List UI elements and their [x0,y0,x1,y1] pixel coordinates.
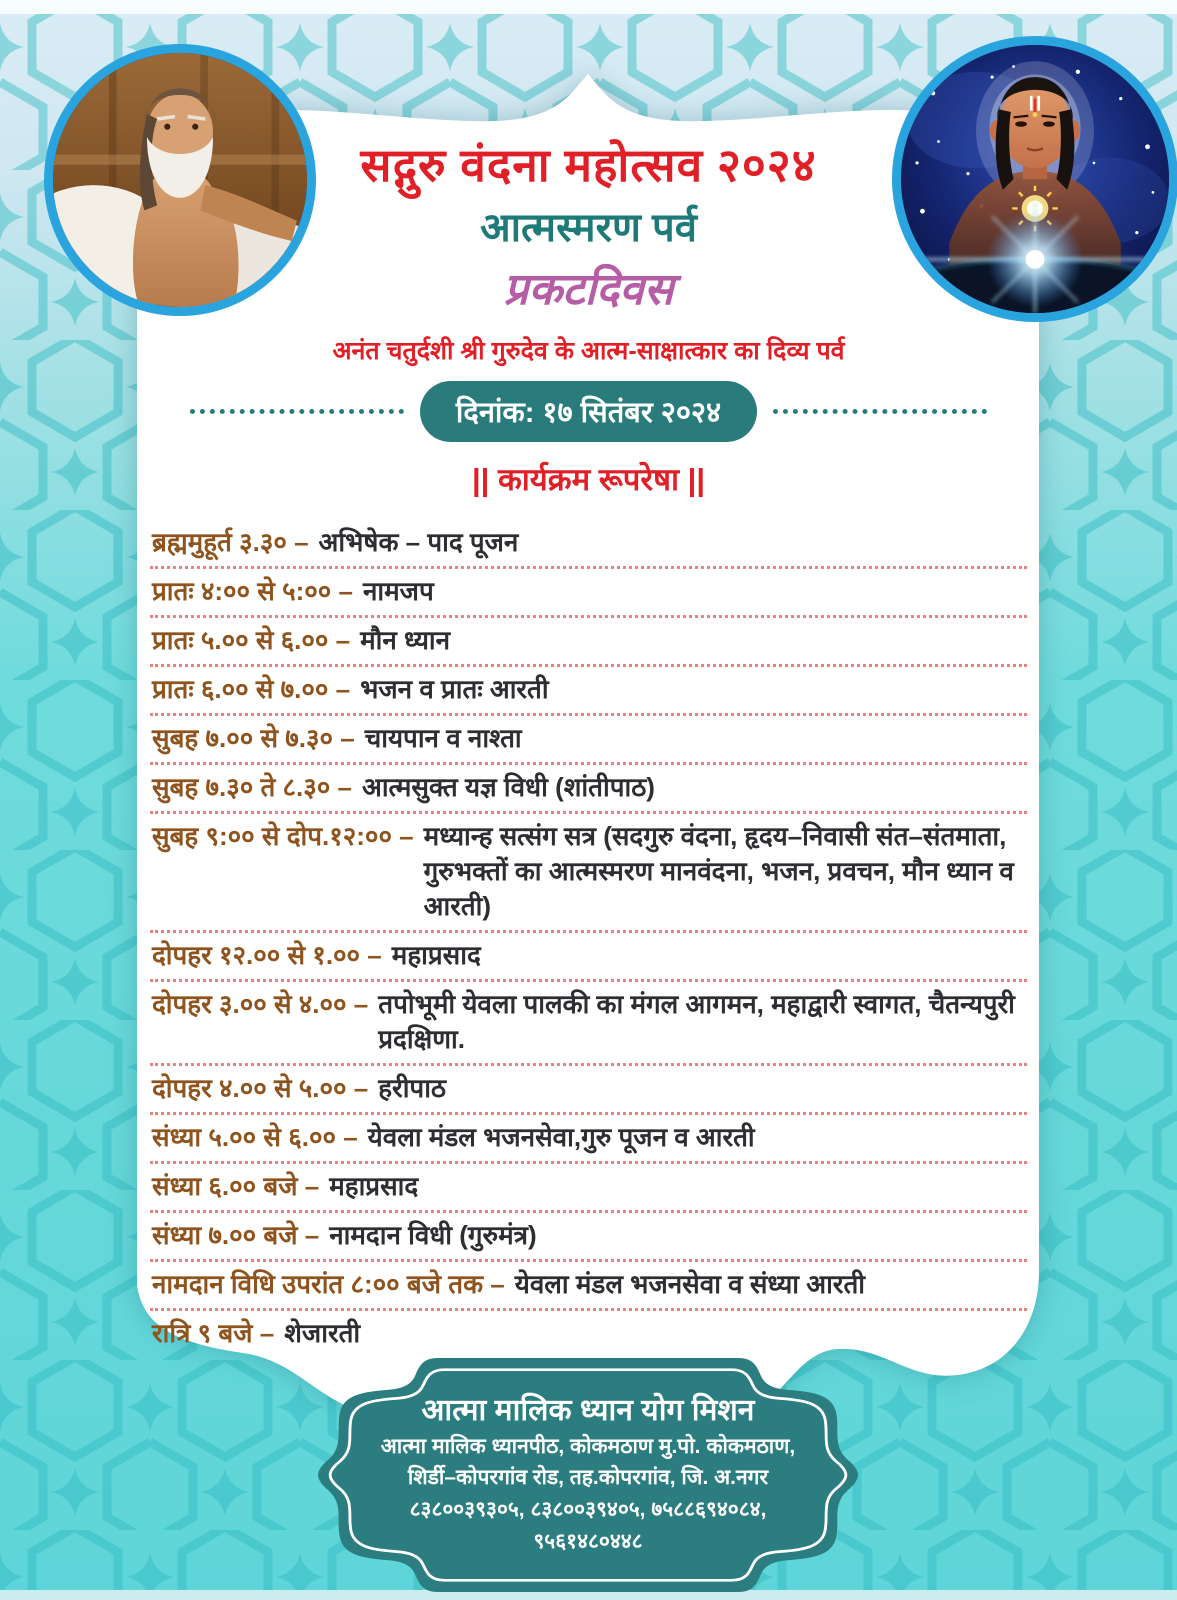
schedule-time: ब्रह्ममुहूर्त ३.३० – [152,526,309,557]
phone-numbers-1: ८३८००३९३०५, ८३८००३९४०५, ७५८८६९४०८४, [409,1498,767,1522]
footer-panel [330,1392,846,1557]
date-pill: दिनांक: १७ सितंबर २०२४ [420,381,757,442]
schedule-time: संध्या ७.०० बजे – [152,1219,320,1250]
schedule-description: शेजारती [284,1317,361,1348]
schedule-heading: || कार्यक्रम रूपरेषा || [471,461,705,497]
schedule-description: येवला मंडल भजनसेवा,गुरु पूजन व आरती [367,1121,755,1152]
schedule-description: तपोभूमी येवला पालकी का मंगल आगमन, महाद्वारी स्वागत, चैतन्यपुरी प्रदक्षिणा. [378,988,1015,1054]
schedule-time: सुबह ७.०० से ७.३० – [152,722,355,753]
schedule-time: दोपहर ३.०० से ४.०० – [152,988,369,1019]
schedule-description: अभिषेक – पाद पूजन [318,526,519,557]
schedule-time: नामदान विधि उपरांत ८:०० बजे तक – [152,1268,505,1299]
schedule-time: सुबह ७.३० ते ८.३० – [152,771,352,802]
schedule-description: नामजप [362,575,434,606]
schedule-time: प्रातः ६.०० से ७.०० – [152,673,351,704]
schedule-description: नामदान विधी (गुरुमंत्र) [329,1219,537,1250]
schedule-time: संध्या ५.०० से ६.०० – [152,1121,358,1152]
event-title: सद्गुरु वंदना महोत्सव २०२४ [360,139,817,191]
schedule-description: महाप्रसाद [329,1170,419,1201]
schedule-time: रात्रि ९ बजे – [152,1317,275,1348]
schedule-time: दोपहर ४.०० से ५.०० – [152,1072,369,1103]
schedule-time: संध्या ६.०० बजे – [152,1170,320,1201]
schedule-time: दोपहर १२.०० से १.०० – [152,939,382,970]
event-tagline: अनंत चतुर्दशी श्री गुरुदेव के आत्म-साक्षात्कार का दिव्य पर्व [332,336,845,365]
address-line-2: शिर्डी–कोपरगांव रोड, तह.कोपरगांव, जि. अ.नगर [407,1466,769,1490]
address-line-1: आत्मा मालिक ध्यानपीठ, कोकमठाण मु.पो. कोकमठाण, [380,1434,796,1458]
schedule-description: भजन व प्रातः आरती [360,673,549,704]
phone-numbers-2: ९५६१४८०४४८ [533,1530,643,1554]
schedule-time: प्रातः ४:०० से ५:०० – [152,575,353,606]
event-subtitle: आत्मस्मरण पर्व [480,205,697,250]
schedule-time: प्रातः ५.०० से ६.०० – [152,624,351,655]
schedule-description: हरीपाठ [378,1072,447,1103]
schedule-description: आत्मसुक्त यज्ञ विधी (शांतीपाठ) [361,771,655,802]
organization-name: आत्मा मालिक ध्यान योग मिशन [421,1394,755,1427]
schedule-description: महाप्रसाद [391,939,481,970]
schedule-time: सुबह ९:०० से दोप.१२:०० – [152,820,414,851]
schedule-description: येवला मंडल भजनसेवा व संध्या आरती [514,1268,866,1299]
schedule-description: मध्यान्ह सत्संग सत्र (सदगुरु वंदना, हृदय–निवासी संत–संतमाता, गुरुभक्तों का आत्मस्मरण मानवंदना, भजन, प्रवचन, मौन ध्यान व आरती) [423,820,1014,921]
schedule-description: चायपान व नाश्ता [364,722,522,753]
festival-name: प्रकटदिवस [503,264,674,314]
schedule-description: मौन ध्यान [360,624,451,655]
